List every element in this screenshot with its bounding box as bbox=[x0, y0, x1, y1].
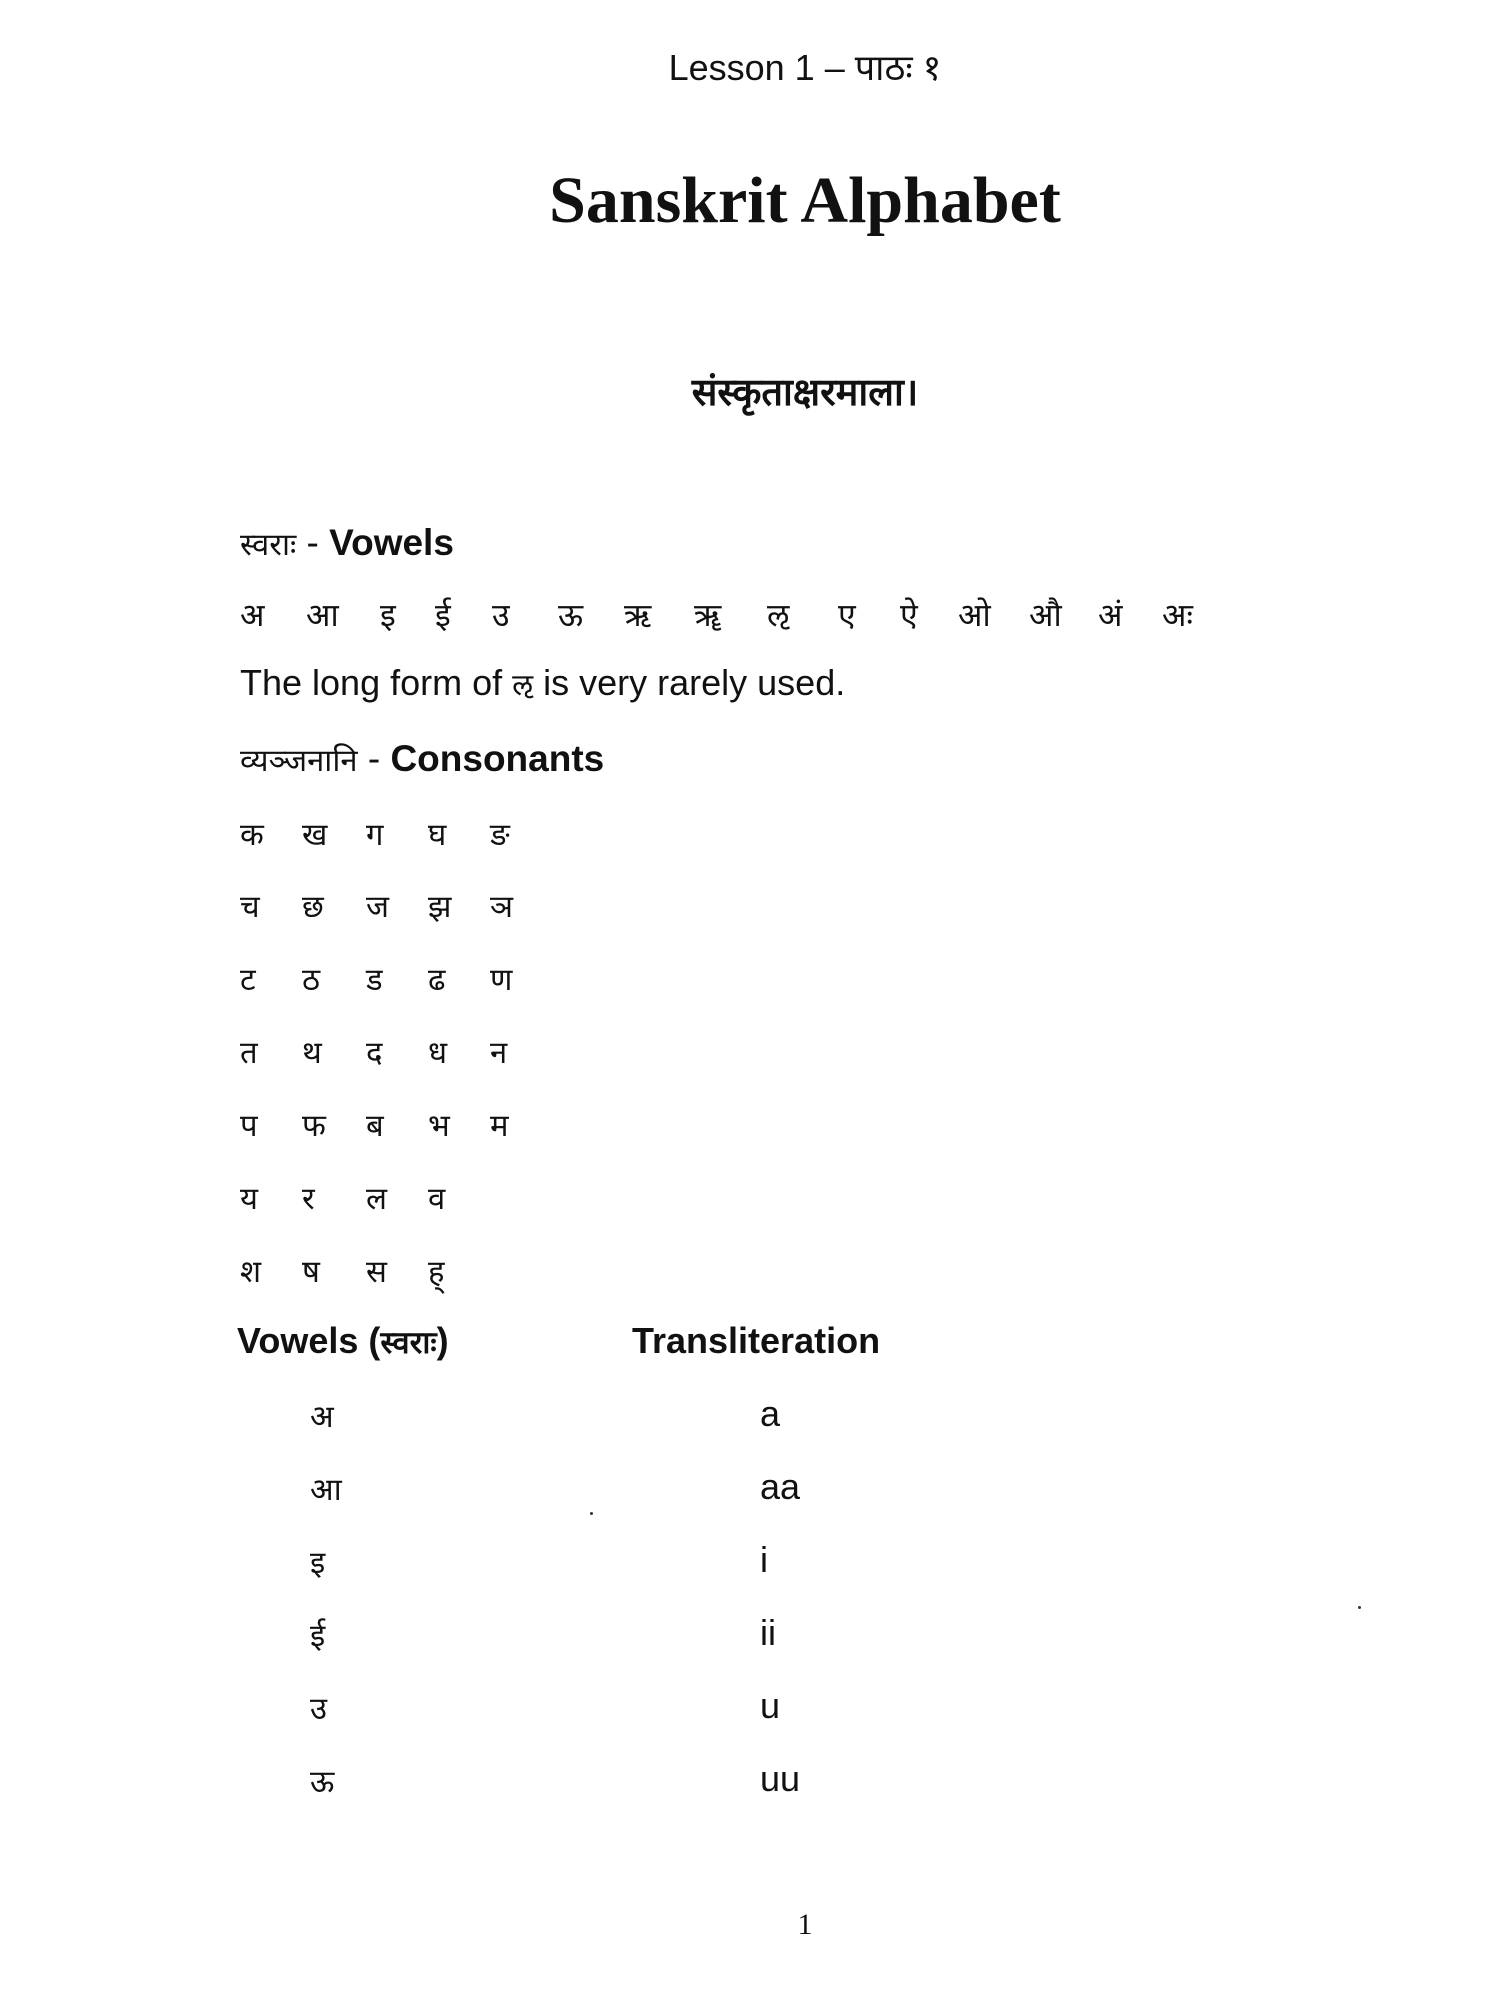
vowels-heading-sanskrit: स्वराः bbox=[240, 527, 297, 563]
note-suffix: is very rarely used. bbox=[533, 662, 846, 703]
table-row bbox=[0, 1760, 1500, 1820]
table-header-vowels-close: ) bbox=[436, 1320, 449, 1361]
table-vowel: इ bbox=[310, 1545, 326, 1581]
vowels-heading-separator: - bbox=[296, 522, 330, 563]
consonants-heading-english: Consonants bbox=[390, 738, 605, 779]
note-prefix: The long form of bbox=[240, 662, 513, 703]
consonant-letter: फ bbox=[302, 1108, 326, 1144]
table-header-transliteration: Transliteration bbox=[632, 1320, 881, 1361]
consonant-letter: द bbox=[366, 1035, 383, 1071]
vowels-heading bbox=[240, 522, 454, 565]
consonant-row-sibilant bbox=[240, 1250, 640, 1300]
consonants-heading bbox=[240, 738, 604, 781]
table-row bbox=[0, 1395, 1500, 1455]
consonant-letter: ह् bbox=[428, 1254, 445, 1290]
consonant-row-semivowel bbox=[240, 1177, 640, 1227]
table-header-vowels-english: Vowels ( bbox=[237, 1320, 381, 1361]
consonant-letter: ढ bbox=[428, 962, 446, 998]
table-row bbox=[0, 1541, 1500, 1601]
consonant-letter: भ bbox=[428, 1108, 450, 1144]
vowel-letter: उ bbox=[492, 596, 510, 634]
long-form-note bbox=[240, 662, 845, 704]
consonant-letter: य bbox=[240, 1181, 258, 1217]
vowel-letter: ए bbox=[838, 596, 856, 634]
table-translit: ii bbox=[760, 1612, 776, 1653]
vowel-letter: इ bbox=[380, 596, 396, 634]
lesson-header: Lesson 1 – पाठः १ bbox=[668, 47, 942, 88]
vowel-letter: ॠ bbox=[694, 596, 722, 634]
consonant-letter: घ bbox=[428, 817, 447, 853]
table-header-vowels-sanskrit: स्वराः bbox=[380, 1325, 437, 1361]
consonant-letter: ञ bbox=[490, 889, 514, 925]
vowel-letter: ऋ bbox=[624, 596, 652, 634]
consonant-letter: ट bbox=[240, 962, 256, 998]
vowel-letter: अ bbox=[240, 596, 265, 634]
table-row bbox=[0, 1614, 1500, 1674]
page-number: 1 bbox=[797, 1908, 813, 1941]
consonant-letter: स bbox=[366, 1254, 387, 1290]
page-title: Sanskrit Alphabet bbox=[549, 164, 1061, 237]
consonant-letter: छ bbox=[302, 889, 324, 925]
consonant-row-retroflex bbox=[240, 958, 640, 1008]
vowel-letter: आ bbox=[306, 596, 339, 634]
table-translit: i bbox=[760, 1539, 768, 1580]
table-translit: aa bbox=[760, 1466, 801, 1507]
scan-speck bbox=[1358, 1606, 1361, 1609]
consonant-letter: ठ bbox=[302, 962, 321, 998]
table-vowel: ई bbox=[310, 1618, 326, 1654]
scan-speck bbox=[590, 1512, 593, 1515]
consonant-row-labial bbox=[240, 1104, 640, 1154]
consonant-letter: ङ bbox=[490, 817, 510, 853]
vowels-heading-english: Vowels bbox=[329, 522, 454, 563]
consonant-letter: झ bbox=[428, 889, 452, 925]
vowel-letter: औ bbox=[1029, 596, 1062, 634]
consonant-row-palatal bbox=[240, 885, 640, 935]
vowel-letter: ऐ bbox=[900, 596, 918, 634]
consonant-letter: ज bbox=[366, 889, 390, 925]
consonant-letter: ष bbox=[302, 1254, 320, 1290]
table-vowel: ऊ bbox=[310, 1764, 335, 1800]
table-row bbox=[0, 1468, 1500, 1528]
consonant-letter: थ bbox=[302, 1035, 322, 1071]
consonant-letter: ग bbox=[366, 817, 384, 853]
table-translit: uu bbox=[760, 1758, 801, 1799]
table-translit: u bbox=[760, 1685, 781, 1726]
consonant-letter: व bbox=[428, 1181, 446, 1217]
consonants-heading-separator: - bbox=[357, 738, 391, 779]
consonant-letter: म bbox=[490, 1108, 509, 1144]
consonant-letter: च bbox=[240, 889, 260, 925]
consonant-letter: क bbox=[240, 817, 264, 853]
table-vowel: उ bbox=[310, 1691, 327, 1727]
consonant-letter: र bbox=[302, 1181, 315, 1217]
vowel-letter: ऊ bbox=[558, 596, 584, 634]
consonant-letter: ध bbox=[428, 1035, 448, 1071]
consonants-heading-sanskrit: व्यञ्जनानि bbox=[240, 743, 358, 779]
vowel-letter: ऌ bbox=[767, 596, 790, 634]
vowel-letter: ई bbox=[435, 596, 451, 634]
consonant-letter: ब bbox=[366, 1108, 384, 1144]
consonant-letter: ल bbox=[366, 1181, 388, 1217]
vowel-letter: अं bbox=[1098, 596, 1123, 634]
table-translit: a bbox=[760, 1393, 781, 1434]
table-header-vowels bbox=[237, 1320, 449, 1363]
sanskrit-subtitle: संस्कृताक्षरमाला। bbox=[691, 370, 919, 414]
table-vowel: आ bbox=[310, 1472, 342, 1508]
consonant-letter: न bbox=[490, 1035, 508, 1071]
consonant-letter: प bbox=[240, 1108, 258, 1144]
note-letter: ऌ bbox=[512, 668, 534, 703]
vowel-letter: अः bbox=[1162, 596, 1193, 634]
consonant-letter: ख bbox=[302, 817, 328, 853]
consonant-row-dental bbox=[240, 1031, 640, 1081]
consonant-letter: श bbox=[240, 1254, 262, 1290]
consonant-row-velar bbox=[240, 813, 640, 863]
consonant-letter: ड bbox=[366, 962, 383, 998]
consonant-letter: त bbox=[240, 1035, 258, 1071]
table-row bbox=[0, 1687, 1500, 1747]
table-vowel: अ bbox=[310, 1399, 334, 1435]
vowel-letter: ओ bbox=[958, 596, 991, 634]
consonant-letter: ण bbox=[490, 962, 513, 998]
